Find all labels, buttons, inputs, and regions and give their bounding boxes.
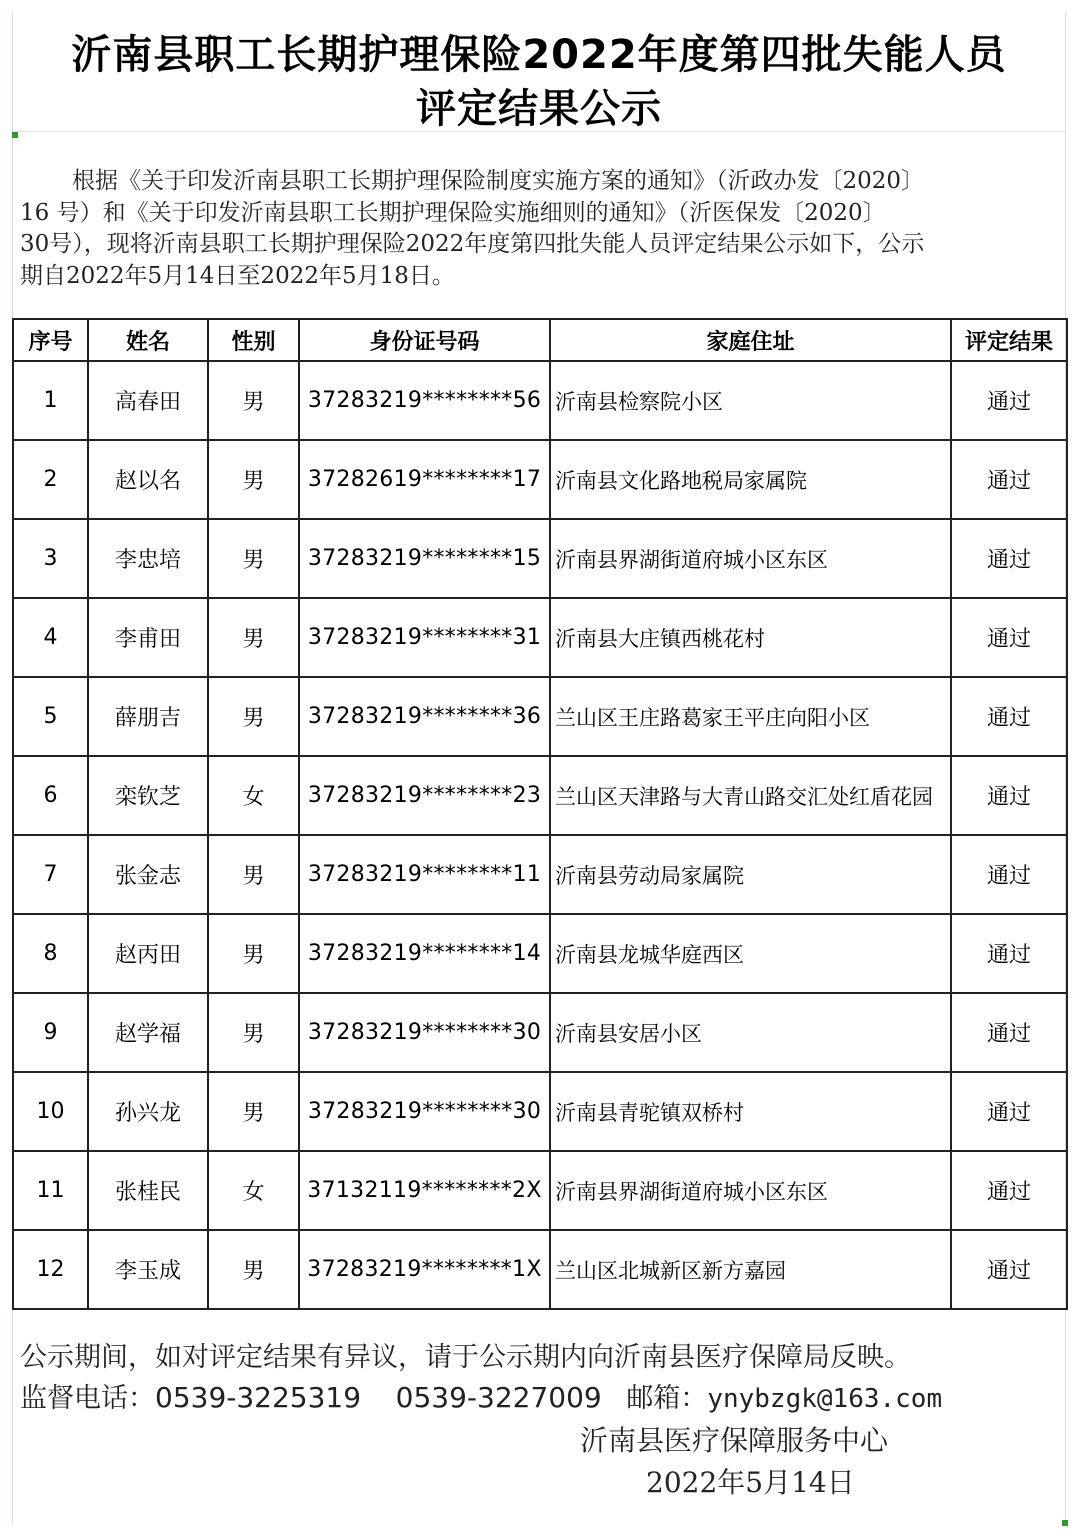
cell-name: 李玉成 — [88, 1230, 208, 1309]
cell-gender: 男 — [208, 993, 299, 1072]
cell-address: 兰山区王庄路葛家王平庄向阳小区 — [550, 677, 951, 756]
cell-address: 沂南县大庄镇西桃花村 — [550, 598, 951, 677]
table-row — [13, 756, 1067, 835]
cell-address: 沂南县界湖街道府城小区东区 — [550, 519, 951, 598]
cell-address: 沂南县检察院小区 — [550, 361, 951, 440]
table-row — [13, 835, 1067, 914]
cell-index: 8 — [13, 914, 88, 993]
cell-gender: 男 — [208, 598, 299, 677]
cell-id-number: 37283219********11 — [299, 835, 550, 914]
intro-paragraph — [20, 166, 1060, 292]
cell-id-number: 37283219********23 — [299, 756, 550, 835]
cell-index: 1 — [13, 361, 88, 440]
cell-id-number: 37283219********15 — [299, 519, 550, 598]
issuing-organization: 沂南县医疗保障服务中心 — [580, 1424, 889, 1457]
cell-id-number: 37283219********36 — [299, 677, 550, 756]
frame-corner-mark — [1062, 1520, 1068, 1526]
cell-address: 沂南县青驼镇双桥村 — [550, 1072, 951, 1151]
header-index: 序号 — [13, 319, 88, 361]
cell-name: 栾钦芝 — [88, 756, 208, 835]
cell-result: 通过 — [951, 677, 1067, 756]
cell-index: 7 — [13, 835, 88, 914]
intro-line: 期自2022年5月14日至2022年5月18日。 — [20, 262, 455, 289]
header-address: 家庭住址 — [550, 319, 951, 361]
cell-id-number: 37283219********1X — [299, 1230, 550, 1309]
table-row — [13, 914, 1067, 993]
cell-id-number: 37283219********30 — [299, 993, 550, 1072]
header-name: 姓名 — [88, 319, 208, 361]
cell-result: 通过 — [951, 1151, 1067, 1230]
cell-gender: 男 — [208, 677, 299, 756]
title-line-2: 评定结果公示 — [416, 86, 662, 132]
results-table — [12, 318, 1068, 1310]
cell-address: 沂南县劳动局家属院 — [550, 835, 951, 914]
cell-result: 通过 — [951, 1230, 1067, 1309]
cell-name: 李忠培 — [88, 519, 208, 598]
cell-gender: 女 — [208, 756, 299, 835]
cell-gender: 男 — [208, 835, 299, 914]
cell-id-number: 37283219********31 — [299, 598, 550, 677]
table-row — [13, 519, 1067, 598]
cell-name: 张桂民 — [88, 1151, 208, 1230]
cell-gender: 男 — [208, 519, 299, 598]
cell-index: 3 — [13, 519, 88, 598]
header-gender: 性别 — [208, 319, 299, 361]
cell-gender: 男 — [208, 914, 299, 993]
cell-result: 通过 — [951, 835, 1067, 914]
table-row — [13, 993, 1067, 1072]
title-line-1: 沂南县职工长期护理保险2022年度第四批失能人员 — [71, 32, 1007, 78]
email-label: 邮箱： — [626, 1383, 708, 1414]
cell-index: 2 — [13, 440, 88, 519]
table-row — [13, 1072, 1067, 1151]
cell-result: 通过 — [951, 361, 1067, 440]
table-header-row — [13, 319, 1067, 361]
cell-index: 10 — [13, 1072, 88, 1151]
cell-name: 赵丙田 — [88, 914, 208, 993]
cell-name: 薛朋吉 — [88, 677, 208, 756]
cell-index: 12 — [13, 1230, 88, 1309]
cell-index: 11 — [13, 1151, 88, 1230]
intro-line: 16 号）和《关于印发沂南县职工长期护理保险实施细则的通知》（沂医保发〔2020〕 — [20, 199, 886, 226]
phone-label: 监督电话： — [20, 1383, 155, 1414]
cell-gender: 男 — [208, 1072, 299, 1151]
cell-address: 沂南县安居小区 — [550, 993, 951, 1072]
objection-notice: 公示期间，如对评定结果有异议，请于公示期内向沂南县医疗保障局反映。 — [20, 1342, 911, 1373]
cell-address: 沂南县界湖街道府城小区东区 — [550, 1151, 951, 1230]
signature-block — [580, 1420, 980, 1504]
cell-result: 通过 — [951, 440, 1067, 519]
cell-id-number: 37283219********56 — [299, 361, 550, 440]
cell-address: 兰山区北城新区新方嘉园 — [550, 1230, 951, 1309]
table-row — [13, 1151, 1067, 1230]
table-row — [13, 361, 1067, 440]
cell-name: 孙兴龙 — [88, 1072, 208, 1151]
title-box — [12, 12, 1066, 132]
table-row — [13, 440, 1067, 519]
cell-gender: 男 — [208, 1230, 299, 1309]
footer-notice — [20, 1338, 1060, 1419]
intro-line: 30号），现将沂南县职工长期护理保险2022年度第四批失能人员评定结果公示如下，公示 — [20, 231, 925, 257]
cell-name: 李甫田 — [88, 598, 208, 677]
header-result: 评定结果 — [951, 319, 1067, 361]
contact-line — [20, 1378, 1060, 1419]
cell-result: 通过 — [951, 993, 1067, 1072]
cell-name: 张金志 — [88, 835, 208, 914]
cell-address: 沂南县文化路地税局家属院 — [550, 440, 951, 519]
table-row — [13, 677, 1067, 756]
intro-line: 根据《关于印发沂南县职工长期护理保险制度实施方案的通知》（沂政办发〔2020〕 — [72, 168, 925, 194]
cell-gender: 男 — [208, 440, 299, 519]
cell-gender: 女 — [208, 1151, 299, 1230]
cell-index: 9 — [13, 993, 88, 1072]
cell-id-number: 37132119********2X — [299, 1151, 550, 1230]
email-address: ynybzgk@163.com — [707, 1384, 943, 1414]
table-row — [13, 598, 1067, 677]
cell-id-number: 37283219********14 — [299, 914, 550, 993]
cell-result: 通过 — [951, 598, 1067, 677]
table-row — [13, 1230, 1067, 1309]
cell-id-number: 37283219********30 — [299, 1072, 550, 1151]
header-id-number: 身份证号码 — [299, 319, 550, 361]
cell-result: 通过 — [951, 756, 1067, 835]
cell-name: 赵学福 — [88, 993, 208, 1072]
cell-gender: 男 — [208, 361, 299, 440]
phone-number: 0539-3225319 — [155, 1381, 362, 1414]
cell-index: 4 — [13, 598, 88, 677]
phone-number: 0539-3227009 — [395, 1381, 602, 1414]
cell-address: 沂南县龙城华庭西区 — [550, 914, 951, 993]
cell-name: 赵以名 — [88, 440, 208, 519]
cell-result: 通过 — [951, 1072, 1067, 1151]
cell-name: 高春田 — [88, 361, 208, 440]
cell-result: 通过 — [951, 519, 1067, 598]
cell-result: 通过 — [951, 914, 1067, 993]
cell-index: 5 — [13, 677, 88, 756]
cell-address: 兰山区天津路与大青山路交汇处红盾花园 — [550, 756, 951, 835]
issue-date: 2022年5月14日 — [646, 1466, 855, 1499]
cell-index: 6 — [13, 756, 88, 835]
cell-id-number: 37282619********17 — [299, 440, 550, 519]
